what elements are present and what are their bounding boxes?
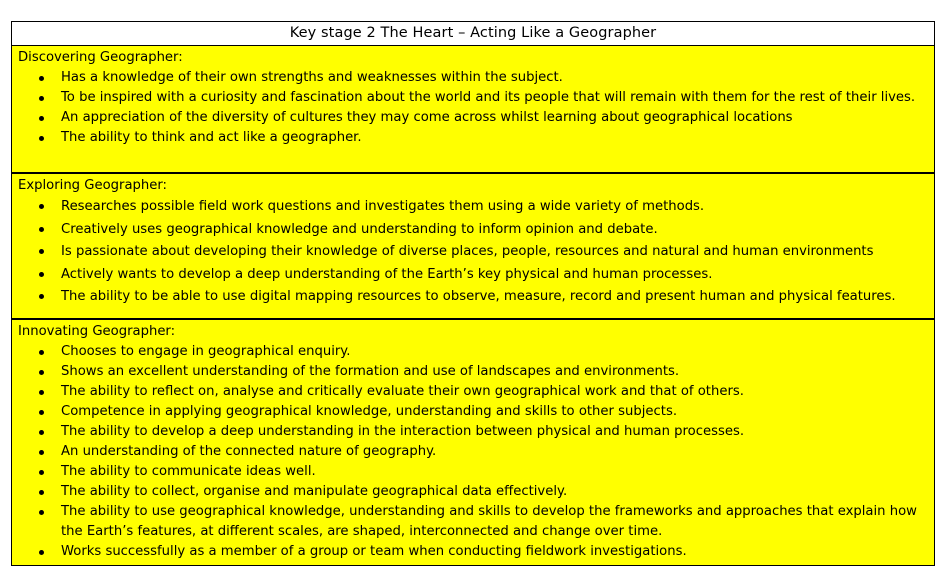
section-exploring-geographer <box>12 172 934 318</box>
list-item: Works successfully as a member of a group or team when conducting fieldwork investigations. <box>61 542 928 562</box>
list-item: Actively wants to develop a deep understanding of the Earth’s key physical and human processes. <box>61 264 928 287</box>
list-item: The ability to think and act like a geographer. <box>61 128 928 148</box>
list-item: Shows an excellent understanding of the formation and use of landscapes and environments. <box>61 362 928 382</box>
geography-table <box>11 21 935 566</box>
list-item: The ability to use geographical knowledge, understanding and skills to develop the frameworks and approaches that explain how the Earth’s features, at different scales, are shaped, interconnected and change over time. <box>61 502 928 542</box>
list-item: An understanding of the connected nature of geography. <box>61 442 928 462</box>
section-discovering-geographer <box>12 46 934 172</box>
section-innovating-geographer <box>12 318 934 565</box>
list-item: Is passionate about developing their knowledge of diverse places, people, resources and natural and human environments <box>61 241 928 264</box>
table-title: Key stage 2 The Heart – Acting Like a Geographer <box>12 22 934 46</box>
list-item: Researches possible field work questions and investigates them using a wide variety of methods. <box>61 196 928 219</box>
list-item: The ability to develop a deep understanding in the interaction between physical and human processes. <box>61 422 928 442</box>
list-item: The ability to be able to use digital mapping resources to observe, measure, record and present human and physical features. <box>61 286 928 309</box>
list-item: Competence in applying geographical knowledge, understanding and skills to other subjects. <box>61 402 928 422</box>
section-heading: Exploring Geographer: <box>18 178 167 193</box>
section-heading: Discovering Geographer: <box>18 50 183 65</box>
list-item: The ability to reflect on, analyse and critically evaluate their own geographical work and that of others. <box>61 382 928 402</box>
list-item: An appreciation of the diversity of cultures they may come across whilst learning about geographical locations <box>61 108 928 128</box>
list-item: To be inspired with a curiosity and fascination about the world and its people that will remain with them for the rest of their lives. <box>61 88 928 108</box>
list-item: Creatively uses geographical knowledge and understanding to inform opinion and debate. <box>61 219 928 242</box>
bullet-list <box>18 342 928 562</box>
section-heading: Innovating Geographer: <box>18 324 176 339</box>
list-item: Chooses to engage in geographical enquiry. <box>61 342 928 362</box>
bullet-list <box>18 68 928 148</box>
bullet-list <box>18 196 928 309</box>
list-item: The ability to communicate ideas well. <box>61 462 928 482</box>
list-item: The ability to collect, organise and manipulate geographical data effectively. <box>61 482 928 502</box>
list-item: Has a knowledge of their own strengths and weaknesses within the subject. <box>61 68 928 88</box>
